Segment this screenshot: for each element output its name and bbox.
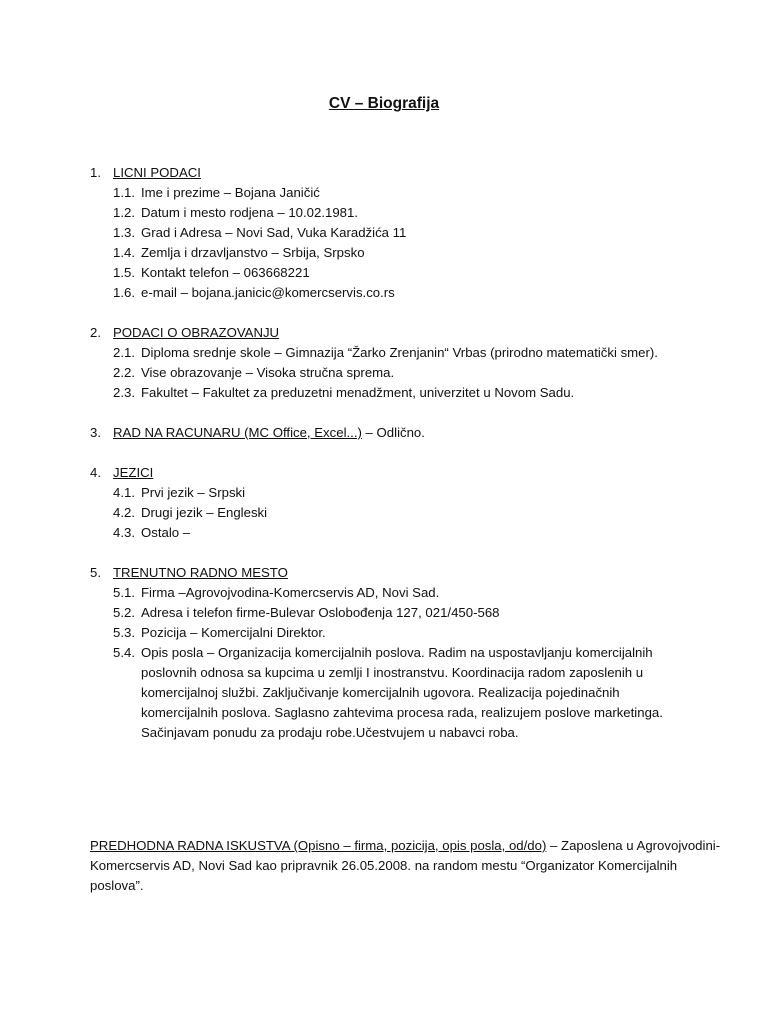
item-5-3-text: Pozicija – Komercijalni Direktor.	[141, 625, 326, 640]
item-1-6-text: e-mail – bojana.janicic@komercservis.co.rs	[141, 285, 395, 300]
item-5-4-number: 5.4.	[113, 645, 135, 660]
previous-experience-heading: PREDHODNA RADNA ISKUSTVA (Opisno – firma, pozicija, opis posla, od/do)	[90, 838, 547, 853]
item-2-3-number: 2.3.	[113, 385, 135, 400]
item-1-5-text: Kontakt telefon – 063668221	[141, 265, 310, 280]
item-2-1-text: Diploma srednje skole – Gimnazija “Žarko Zrenjanin“ Vrbas (prirodno matematički smer).	[141, 345, 658, 360]
document-title: CV – Biografija	[328, 95, 440, 112]
item-4-3-text: Ostalo –	[141, 525, 191, 540]
item-1-2-text: Datum i mesto rodjena – 10.02.1981.	[141, 205, 358, 220]
item-1-4-number: 1.4.	[113, 245, 135, 260]
section-4-number: 4.	[90, 465, 101, 480]
item-5-4-line-4: komercijalnih poslova. Saglasno zahtevima procesa rada, realizujem poslove marketinga.	[141, 705, 663, 720]
item-1-3-text: Grad i Adresa – Novi Sad, Vuka Karadžića 11	[141, 225, 407, 240]
item-4-2-text: Drugi jezik – Engleski	[141, 505, 268, 520]
section-4-heading: JEZICI	[113, 465, 154, 480]
item-5-4-line-5: Sačinjavam ponudu za prodaju robe.Učestvujem u nabavci roba.	[141, 725, 519, 740]
item-5-4-line-2: poslovnih odnosa sa kupcima u zemlji I inostranstvu. Koordinacija radom zaposlenih u	[141, 665, 644, 680]
item-5-4-line-3: komercijalnoj službi. Zaključivanje komercijalnih ugovora. Realizacija pojedinačnih	[141, 685, 620, 700]
item-1-6-number: 1.6.	[113, 285, 135, 300]
item-2-3-text: Fakultet – Fakultet za preduzetni menadžment, univerzitet u Novom Sadu.	[141, 385, 575, 400]
section-3-number: 3.	[90, 425, 101, 440]
previous-experience-line-3: poslova”.	[90, 878, 144, 893]
previous-experience-line-1	[90, 836, 720, 856]
item-4-1-text: Prvi jezik – Srpski	[141, 485, 246, 500]
section-3-line	[113, 423, 425, 443]
item-4-2-number: 4.2.	[113, 505, 135, 520]
item-2-2-text: Vise obrazovanje – Visoka stručna sprema.	[141, 365, 395, 380]
item-5-2-number: 5.2.	[113, 605, 135, 620]
item-4-1-number: 4.1.	[113, 485, 135, 500]
item-5-3-number: 5.3.	[113, 625, 135, 640]
section-3-heading: RAD NA RACUNARU (MC Office, Excel...)	[113, 425, 362, 440]
item-2-2-number: 2.2.	[113, 365, 135, 380]
item-4-3-number: 4.3.	[113, 525, 135, 540]
item-2-1-number: 2.1.	[113, 345, 135, 360]
section-1-heading: LICNI PODACI	[113, 165, 201, 180]
section-5-heading: TRENUTNO RADNO MESTO	[113, 565, 288, 580]
item-5-1-number: 5.1.	[113, 585, 135, 600]
section-3-rating: – Odlično.	[361, 425, 425, 440]
item-5-1-text: Firma –Agrovojvodina-Komercservis AD, Novi Sad.	[141, 585, 440, 600]
item-5-4-line-1: Opis posla – Organizacija komercijalnih poslova. Radim na uspostavljanju komercijalnih	[141, 645, 653, 660]
item-1-1-text: Ime i prezime – Bojana Janičić	[141, 185, 320, 200]
item-1-5-number: 1.5.	[113, 265, 135, 280]
item-1-3-number: 1.3.	[113, 225, 135, 240]
previous-experience-text-1: – Zaposlena u Agrovojvodini-	[546, 838, 721, 853]
previous-experience-line-2: Komercservis AD, Novi Sad kao pripravnik 26.05.2008. na random mestu “Organizator Komercijalnih	[90, 858, 678, 873]
section-2-heading: PODACI O OBRAZOVANJU	[113, 325, 280, 340]
section-1-number: 1.	[90, 165, 101, 180]
item-1-2-number: 1.2.	[113, 205, 135, 220]
section-2-number: 2.	[90, 325, 101, 340]
item-5-2-text: Adresa i telefon firme-Bulevar Oslobođenja 127, 021/450-568	[141, 605, 500, 620]
item-1-1-number: 1.1.	[113, 185, 135, 200]
section-5-number: 5.	[90, 565, 101, 580]
item-1-4-text: Zemlja i drzavljanstvo – Srbija, Srpsko	[141, 245, 365, 260]
